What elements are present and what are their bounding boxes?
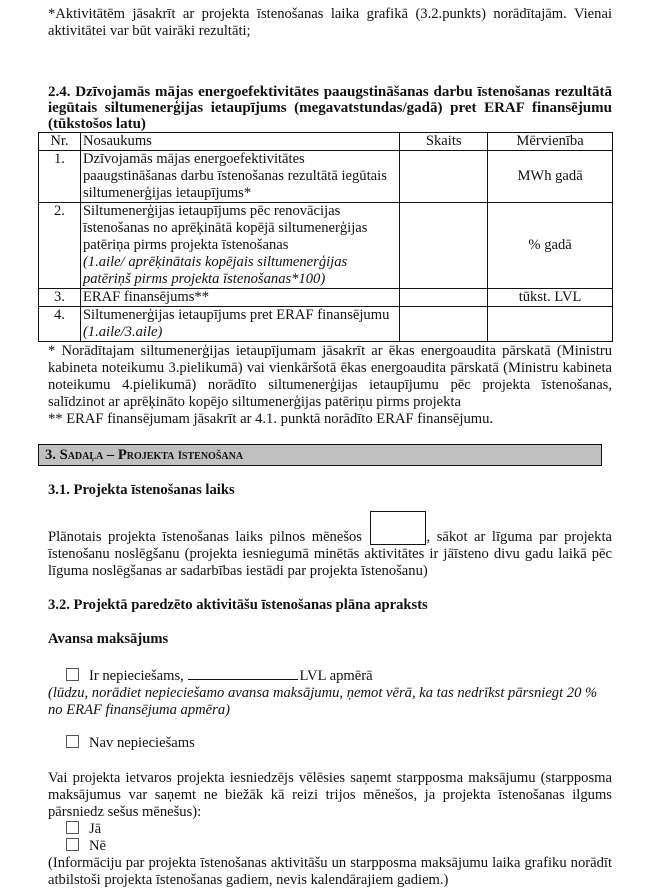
row-unit: tūkst. LVL xyxy=(488,289,613,307)
duration-paragraph xyxy=(48,511,612,580)
interim-payment-question: Vai projekta ietvaros projekta iesniedzējs vēlēsies saņemt starpposma maksājumu (starpposma maksājumus var saņemt ne biežāk kā reizi trijos mēnešos, ja projekta īstenošanas ilgums pārsniedz sešus mēnešus): xyxy=(48,770,612,820)
row-unit: MWh gadā xyxy=(488,151,613,203)
advance-yes-checkbox[interactable] xyxy=(66,668,79,681)
row-name: Siltumenerģijas ietaupījums pēc renovācijas īstenošanas no aprēķinātā kopējā siltumenerģijas patēriņa pirms projekta īstenošanas xyxy=(82,203,368,253)
row-count-cell[interactable] xyxy=(400,307,488,342)
header-count: Skaits xyxy=(400,133,488,151)
row-name: Siltumenerģijas ietaupījums pret ERAF finansējumu xyxy=(82,307,390,323)
section-2-4-heading: 2.4. Dzīvojamās mājas energoefektivitātes paaugstināšanas darbu īstenošanas rezultātā iegūtais siltumenerģijas ietaupījums (megavatstundas/gadā) pret ERAF finansējumu (tūkstošos latu) xyxy=(48,84,612,132)
interim-yes-label: Jā xyxy=(89,821,102,837)
row-name: ERAF finansējums** xyxy=(82,289,210,305)
interim-no-label: Nē xyxy=(89,838,107,854)
row-count-cell[interactable] xyxy=(400,151,488,203)
row-name: Dzīvojamās mājas energoefektivitātes paaugstināšanas darbu īstenošanas rezultātā iegūtais siltumenerģijas ietaupījums* xyxy=(82,151,387,201)
section-3-1-heading: 3.1. Projekta īstenošanas laiks xyxy=(48,482,235,498)
interim-no-option xyxy=(48,838,612,855)
table-header-row xyxy=(39,133,613,151)
section-3-title-bar: 3. Sadaļa – Projekta īstenošana xyxy=(38,444,602,466)
advance-yes-suffix: LVL apmērā xyxy=(299,668,373,684)
interim-no-checkbox[interactable] xyxy=(66,838,79,851)
duration-text-before: Plānotais projekta īstenošanas laiks pilnos mēnešos xyxy=(48,529,362,545)
header-unit: Mērvienība xyxy=(488,133,613,151)
row-nr: 3. xyxy=(39,289,81,307)
row-nr: 4. xyxy=(39,307,81,342)
header-name: Nosaukums xyxy=(80,133,399,151)
advance-yes-option xyxy=(48,667,612,685)
advance-payment-heading: Avansa maksājums xyxy=(48,631,169,647)
row-count-cell[interactable] xyxy=(400,203,488,289)
interim-yes-checkbox[interactable] xyxy=(66,821,79,834)
row-nr: 2. xyxy=(39,203,81,289)
advance-hint: (lūdzu, norādiet nepieciešamo avansa maksājumu, ņemot vērā, ka tas nedrīkst pārsniegt 20 % no ERAF finansējuma apmēra) xyxy=(48,685,598,718)
table-row xyxy=(39,203,613,289)
table-row xyxy=(39,307,613,342)
advance-no-option xyxy=(48,735,612,752)
document-page xyxy=(45,0,612,889)
row-unit: % gadā xyxy=(488,203,613,289)
table-row xyxy=(39,151,613,203)
row-unit xyxy=(488,307,613,342)
section-3-2-heading: 3.2. Projektā paredzēto aktivitāšu īstenošanas plāna apraksts xyxy=(48,597,428,613)
row-note: (1.aile/ aprēķinātais kopējais siltumenerģijas patēriņš pirms projekta īstenošanas*100) xyxy=(82,254,348,287)
header-nr: Nr. xyxy=(39,133,81,151)
duration-months-input[interactable] xyxy=(370,511,426,545)
intro-note: *Aktivitātēm jāsakrīt ar projekta īstenošanas laika grafikā (3.2.punkts) norādītajām. Vienai aktivitātei var būt vairāki rezultāti; xyxy=(48,6,612,39)
advance-yes-label: Ir nepieciešams, xyxy=(89,668,184,684)
footnote-erdf: ** ERAF finansējumam jāsakrīt ar 4.1. punktā norādīto ERAF finansējumu. xyxy=(48,411,494,427)
footnote-savings: * Norādītajam siltumenerģijas ietaupījumam jāsakrīt ar ēkas energoaudita pārskatā (Ministru kabineta noteikumu 3.pielikumā) vai vienkāršotā ēkas energoaudita pārskatā (Ministru kabineta noteikumu 4.pielikumā) norādīto siltumenerģijas ietaupījumu pēc projekta īstenošanas, salīdzinot ar aprēķināto kopējo siltumenerģijas patēriņu pirms projekta xyxy=(48,343,612,410)
advance-no-checkbox[interactable] xyxy=(66,735,79,748)
interim-note: (Informāciju par projekta īstenošanas aktivitāšu un starpposma maksājumu laika grafiku norādīt atbilstoši projekta īstenošanas gadiem, nevis kalendārajiem gadiem.) xyxy=(48,855,612,888)
advance-amount-input[interactable] xyxy=(188,667,298,680)
interim-yes-option xyxy=(48,821,612,838)
table-row xyxy=(39,289,613,307)
row-nr: 1. xyxy=(39,151,81,203)
row-count-cell[interactable] xyxy=(400,289,488,307)
row-note: (1.aile/3.aile) xyxy=(82,324,163,340)
energy-savings-table xyxy=(38,132,613,342)
advance-no-label: Nav nepieciešams xyxy=(89,735,195,751)
duration-text-after: , sākot ar līguma par projekta īstenošanu noslēgšanu (projekta iesniegumā minētās aktivitātes ir jāīsteno divu gadu laikā pēc līguma noslēgšanas ar sadarbības iestādi par projekta īstenošanu) xyxy=(48,529,612,579)
